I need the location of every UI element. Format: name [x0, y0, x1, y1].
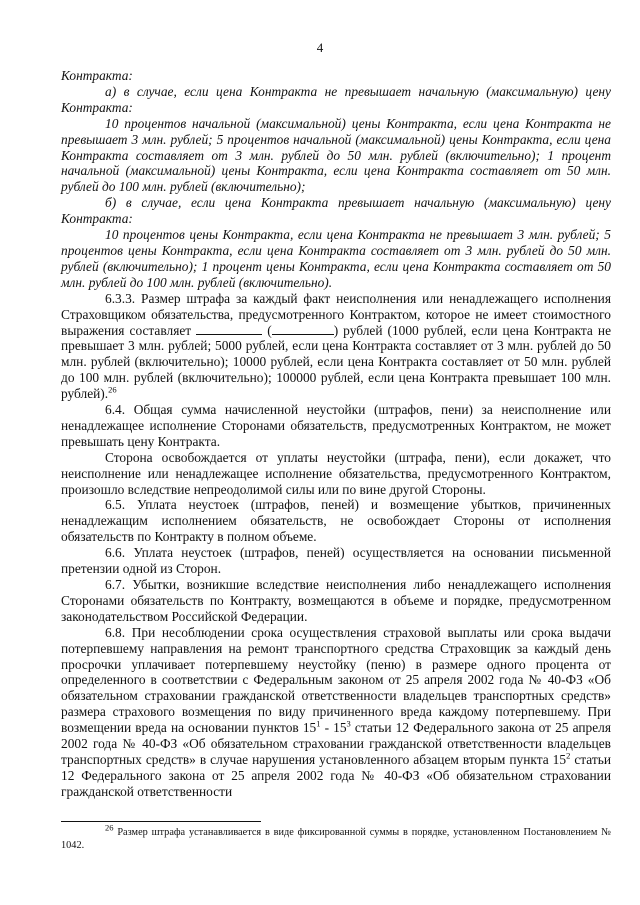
superscript-15-3: 3 [346, 718, 351, 729]
paragraph-case-a-rates: 10 процентов начальной (максимальной) цены Контракта, если цена Контракта не превышает 3 млн. рублей; 5 процентов начальной (максимальной) цены Контракта, если цена Контракта составляет от 3 млн. рублей до 50 млн. рублей (включительно); 1 процент начальной (максимальной) цены Контракта, если цена Контракта составляет от 50 млн. рублей до 100 млн. рублей (включительно); [61, 115, 611, 195]
paragraph-6-8 [61, 625, 611, 800]
superscript-15-2: 2 [566, 750, 571, 761]
paragraph-6-3-3-text-before: 6.3.3. Размер штрафа за каждый факт неисполнения или ненадлежащего исполнения Страховщиком обязательства, предусмотренного Контрактом, которое не имеет стоимостного выражения составляет [61, 290, 611, 338]
paragraph-6-7: 6.7. Убытки, возникшие вследствие неисполнения либо ненадлежащего исполнения Сторонами обязательств по Контракту, возмещаются в объеме и порядке, предусмотренном законодательством Российской Федерации. [61, 577, 611, 624]
paragraph-force-majeure: Сторона освобождается от уплаты неустойки (штрафа, пени), если докажет, что неисполнение или ненадлежащее исполнение обязательства, предусмотренного Контрактом, произошло вследствие непреодолимой силы или по вине другой Стороны. [61, 449, 611, 497]
footnote-26 [61, 822, 611, 852]
paragraph-6-3-3-text-after: ) рублей (1000 рублей, если цена Контракта не превышает 3 млн. рублей; 5000 рублей, если цена Контракта составляет от 3 млн. рублей до 50 млн. рублей (включительно); 10000 рублей, если цена Контракта составляет от 50 млн. рублей до 100 млн. рублей (включительно); 100000 рублей, если цена Контракта превышает 100 млн. рублей). [61, 322, 612, 402]
superscript-15-1: 1 [316, 718, 321, 729]
amount-blank [196, 323, 262, 335]
paragraph-case-b-rates: 10 процентов цены Контракта, если цена Контракта не превышает 3 млн. рублей; 5 процентов цены Контракта, если цена Контракта составляет от 3 млн. рублей до 50 млн. рублей (включительно); 1 процент цены Контракта, если цена Контракта составляет от 50 млн. рублей до 100 млн. рублей (включительно). [61, 227, 611, 290]
paragraph-contract-continuation: Контракта: [61, 68, 133, 83]
paragraph-6-8-part-1: 6.8. При несоблюдении срока осуществления страховой выплаты или срока выдачи потерпевшему направления на ремонт транспортного средства Страховщик за каждый день просрочки уплачивает потерпевшему неустойку (пеню) в размере одного процента от определенного в соответствии с Федеральным законом от 25 апреля 2002 года № 40-ФЗ «Об обязательном страховании гражданской ответственности владельцев транспортных средств» размера страхового возмещения по виду причиненного вреда каждому потерпевшему. При возмещении вреда на основании пунктов 15 [61, 624, 611, 736]
document-body [61, 68, 611, 800]
paragraph-6-5: 6.5. Уплата неустоек (штрафов, пеней) и возмещение убытков, причиненных ненадлежащим исполнением обязательств, не освобождает Стороны от исполнения обязательств по Контракту в полном объеме. [61, 497, 611, 545]
paragraph-6-3-3 [61, 291, 611, 402]
paragraph-6-4: 6.4. Общая сумма начисленной неустойки (штрафов, пени) за неисполнение или ненадлежащее исполнение Сторонами обязательств, предусмотренных Контрактом, не может превышать цену Контракта. [61, 402, 611, 449]
amount-words-blank [272, 323, 334, 335]
paragraph-6-6: 6.6. Уплата неустоек (штрафов, пеней) осуществляется на основании письменной претензии одной из Сторон. [61, 545, 611, 577]
paragraph-6-3-3-open-paren: ( [262, 322, 272, 338]
footnote-ref-26[interactable]: 26 [108, 384, 117, 395]
page-number: 4 [316, 40, 324, 55]
footnote-separator [61, 821, 261, 822]
paragraph-case-b: б) в случае, если цена Контракта превышает начальную (максимальную) цену Контракта: [61, 195, 611, 227]
paragraph-6-8-part-4: статьи 12 Федерального закона от 25 апреля 2002 года № 40-ФЗ «Об обязательном страховании гражданской ответственности [61, 751, 612, 799]
footnote-number: 26 [105, 822, 114, 833]
paragraph-case-a: а) в случае, если цена Контракта не превышает начальную (максимальную) цену Контракта: [61, 83, 611, 115]
paragraph-6-8-part-3: статьи 12 Федерального закона от 25 апреля 2002 года № 40-ФЗ «Об обязательном страховании гражданской ответственности владельцев транспортных средств» в случае нарушения установленного абзацем вторым пункта 15 [61, 720, 611, 767]
paragraph-6-8-part-2: - 15 [320, 720, 347, 736]
footnote-text: Размер штрафа устанавливается в виде фиксированной суммы в порядке, установленном Постановлением № 1042. [61, 827, 611, 851]
